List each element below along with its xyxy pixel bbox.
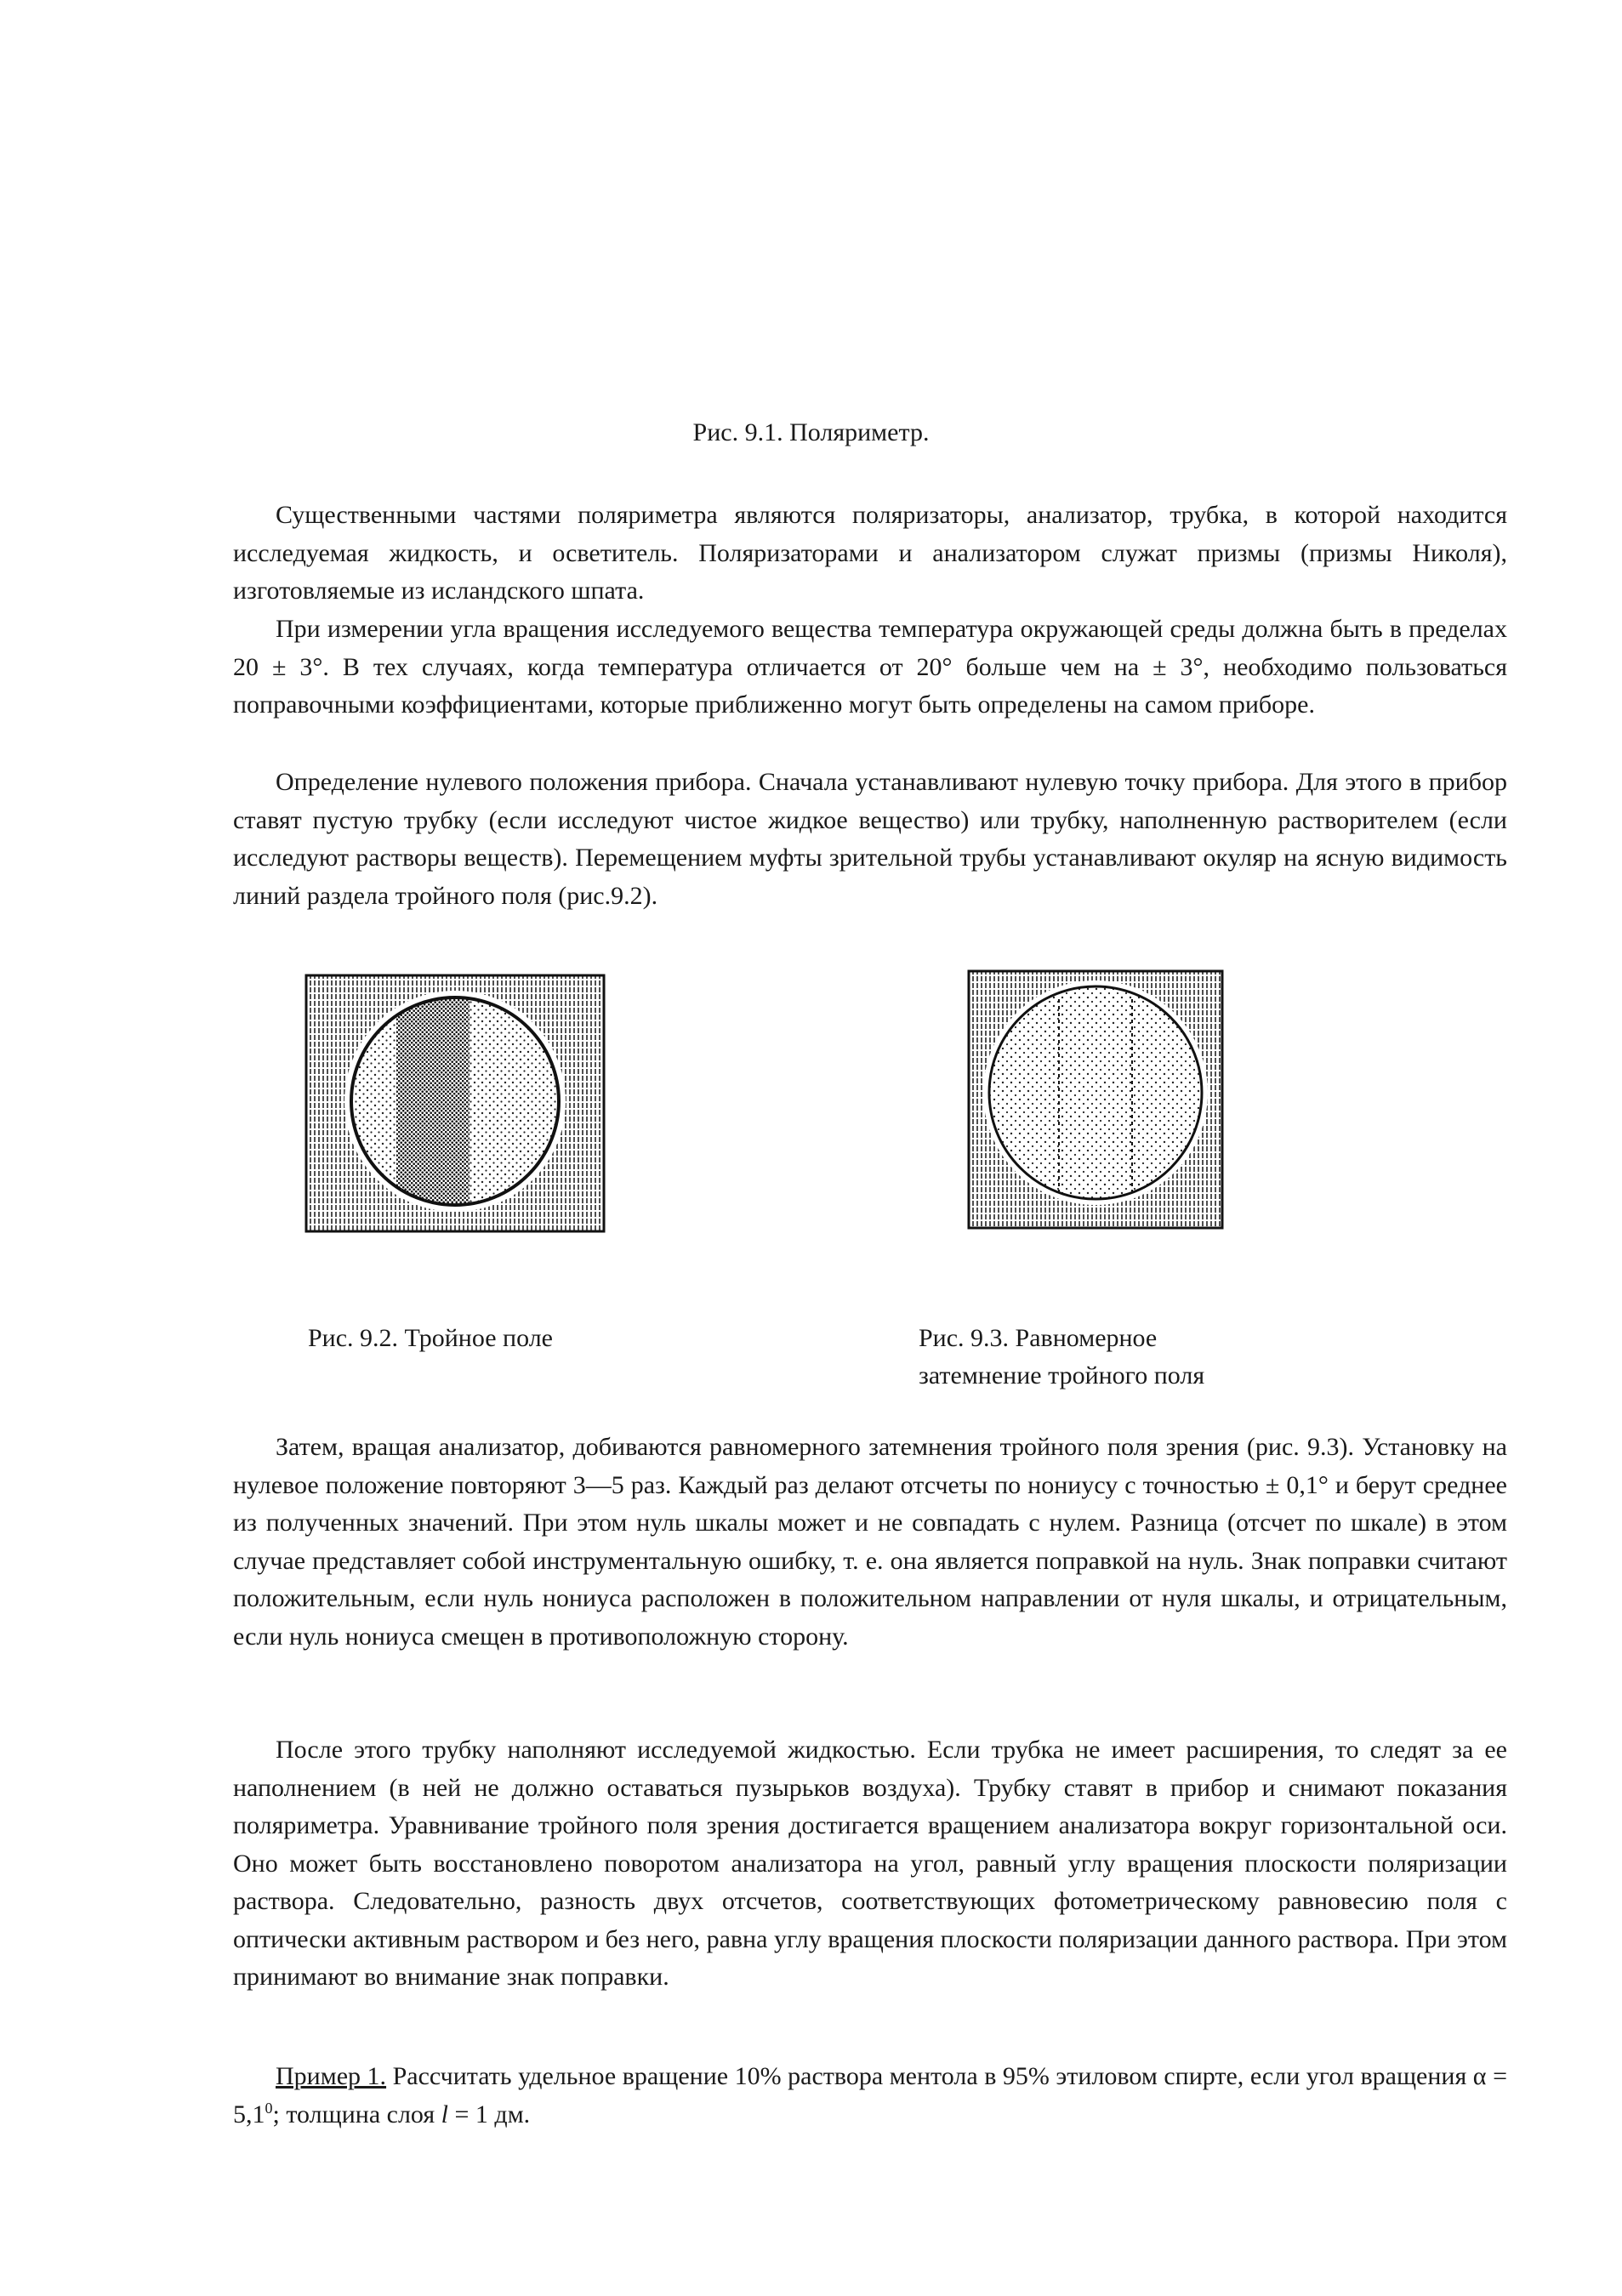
example-label: Пример 1. xyxy=(276,2062,387,2090)
paragraph-tube-filling: После этого трубку наполняют исследуемой жидкостью. Если трубка не имеет расширения, то следят за ее наполнением (в ней не должно оставаться пузырьков воздуха). Трубку ставят в прибор и снимают показания поляриметра. Уравнивание тройного поля зрения достигается вращением анализатора вокруг горизонтальной оси. Оно может быть восстановлено поворотом анализатора на угол, равный углу вращения плоскости поляризации раствора. Следовательно, разность двух отсчетов, соответствующих фотометрическому равновесию поля с оптически активным раствором и без него, равна углу вращения плоскости поляризации данного раствора. При этом принимают во внимание знак поправки. xyxy=(233,1736,1507,1991)
figure-9-2-caption: Рис. 9.2. Тройное поле xyxy=(308,1324,553,1352)
figure-9-3-caption-line1: Рис. 9.3. Равномерное xyxy=(919,1324,1158,1352)
degree-superscript: 0 xyxy=(265,2099,273,2117)
paragraph-zero-position: Определение нулевого положения прибора. Сначала устанавливают нулевую точку прибора. Для этого в прибор ставят пустую трубку (если исследуют чистое жидкое вещество) или трубку, наполненную растворителем (если исследуют растворы веществ). Перемещением муфты зрительной трубы устанавливают окуляр на ясную видимость линий раздела тройного поля (рис.9.2). xyxy=(233,768,1507,910)
paragraph-analyzer-rotation: Затем, вращая анализатор, добиваются равномерного затемнения тройного поля зрения (рис. 9.3). Установку на нулевое положение повторяют 3—5 раз. Каждый раз делают отсчеты по нониусу с точностью ± 0,1° и берут среднее из полученных значений. При этом нуль шкалы может и не совпадать с нулем. Разница (отсчет по шкале) в этом случае представляет собой инструментальную ошибку, т. е. она является поправкой на нуль. Знак поправки считают положительным, если нуль нониуса расположен в положительном направлении от нуля шкалы, и отрицательным, если нуль нониуса смещен в противоположную сторону. xyxy=(233,1433,1507,1651)
figure-triple-field xyxy=(304,974,606,1233)
paragraph-example-1: Пример 1. Рассчитать удельное вращение 10% раствора ментола в 95% этиловом спирте, если угол вращения $\alpha = 5,1^0$; толщина слоя l = 1 дм. xyxy=(233,2062,1507,2128)
figure-uniform-darkening xyxy=(967,969,1224,1230)
figure-9-1-caption: Рис. 9.1. Поляриметр. xyxy=(692,418,930,446)
layer-thickness-symbol: l xyxy=(441,2100,449,2128)
figure-9-3-caption-line2: затемнение тройного поля xyxy=(919,1361,1205,1390)
figure-9-3-caption xyxy=(919,1320,1361,1395)
paragraph-temperature: При измерении угла вращения исследуемого вещества температура окружающей среды должна быть в пределах 20 ± 3°. В тех случаях, когда температура отличается от 20° больше чем на ± 3°, необходимо пользоваться поправочными коэффициентами, которые приближенно могут быть определены на самом приборе. xyxy=(233,615,1507,719)
example-text: Рассчитать удельное вращение 10% раствора ментола в 95% этиловом спирте, если угол вращения α = 5,1 xyxy=(233,2062,1507,2128)
paragraph-polarimeter-parts: Существенными частями поляриметра являются поляризаторы, анализатор, трубка, в которой находится исследуемая жидкость, и осветитель. Поляризаторами и анализатором служат призмы (призмы Николя), изготовляемые из исландского шпата. xyxy=(233,501,1507,605)
